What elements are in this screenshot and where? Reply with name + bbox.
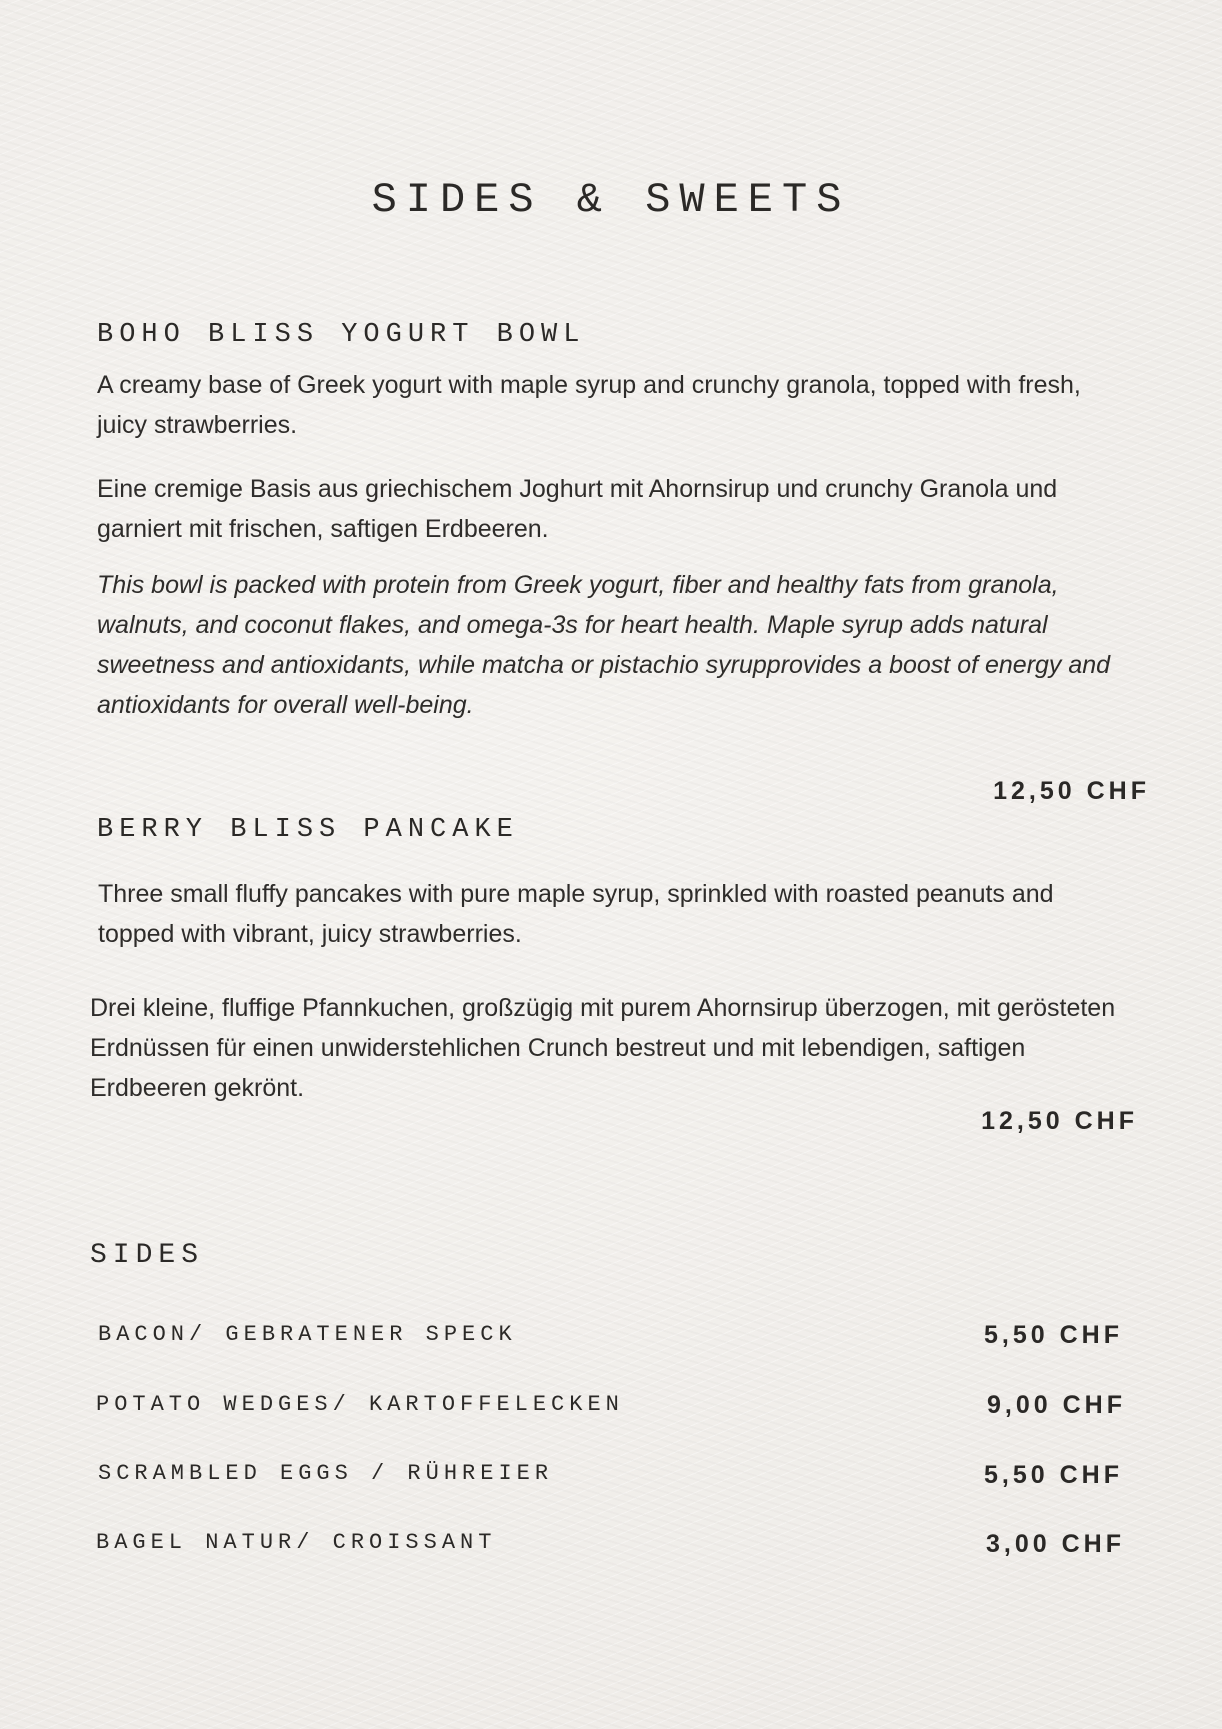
side-item-name: BACON/ GEBRATENER SPECK (98, 1322, 517, 1347)
item-price: 12,50 CHF (981, 1107, 1138, 1135)
page-title: SIDES & SWEETS (371, 176, 851, 224)
item-note: This bowl is packed with protein from Greek yogurt, fiber and healthy fats from granola, walnuts, and coconut flakes, and omega-3s for heart health. Maple syrup adds natural sweetness and antioxidants, while matcha or pistachio syrupprovides a boost of energy and antioxidants for overall well-being. (97, 571, 1111, 719)
item-description-de: Drei kleine, fluffige Pfannkuchen, großzügig mit purem Ahornsirup überzogen, mit gerösteten Erdnüssen für einen unwiderstehlichen Crunch bestreut und mit lebendigen, saftigen Erdbeeren gekrönt. (90, 994, 1116, 1102)
side-item-price: 9,00 CHF (987, 1391, 1126, 1419)
item-name: BERRY BLISS PANCAKE (97, 815, 519, 845)
side-item-price: 3,00 CHF (986, 1530, 1125, 1558)
sides-heading: SIDES (90, 1240, 205, 1271)
side-item-price: 5,50 CHF (984, 1321, 1123, 1349)
item-name: BOHO BLISS YOGURT BOWL (97, 320, 586, 350)
item-description-en: A creamy base of Greek yogurt with maple syrup and crunchy granola, topped with fresh, juicy strawberries. (97, 371, 1081, 439)
side-item-name: POTATO WEDGES/ KARTOFFELECKEN (96, 1392, 624, 1417)
side-item-name: BAGEL NATUR/ CROISSANT (96, 1530, 497, 1555)
item-price: 12,50 CHF (993, 777, 1150, 805)
item-description-en: Three small fluffy pancakes with pure maple syrup, sprinkled with roasted peanuts and topped with vibrant, juicy strawberries. (98, 880, 1054, 948)
side-item-price: 5,50 CHF (984, 1461, 1123, 1489)
item-description-de: Eine cremige Basis aus griechischem Joghurt mit Ahornsirup und crunchy Granola und garniert mit frischen, saftigen Erdbeeren. (97, 475, 1058, 543)
side-item-name: SCRAMBLED EGGS / RÜHREIER (98, 1461, 554, 1486)
